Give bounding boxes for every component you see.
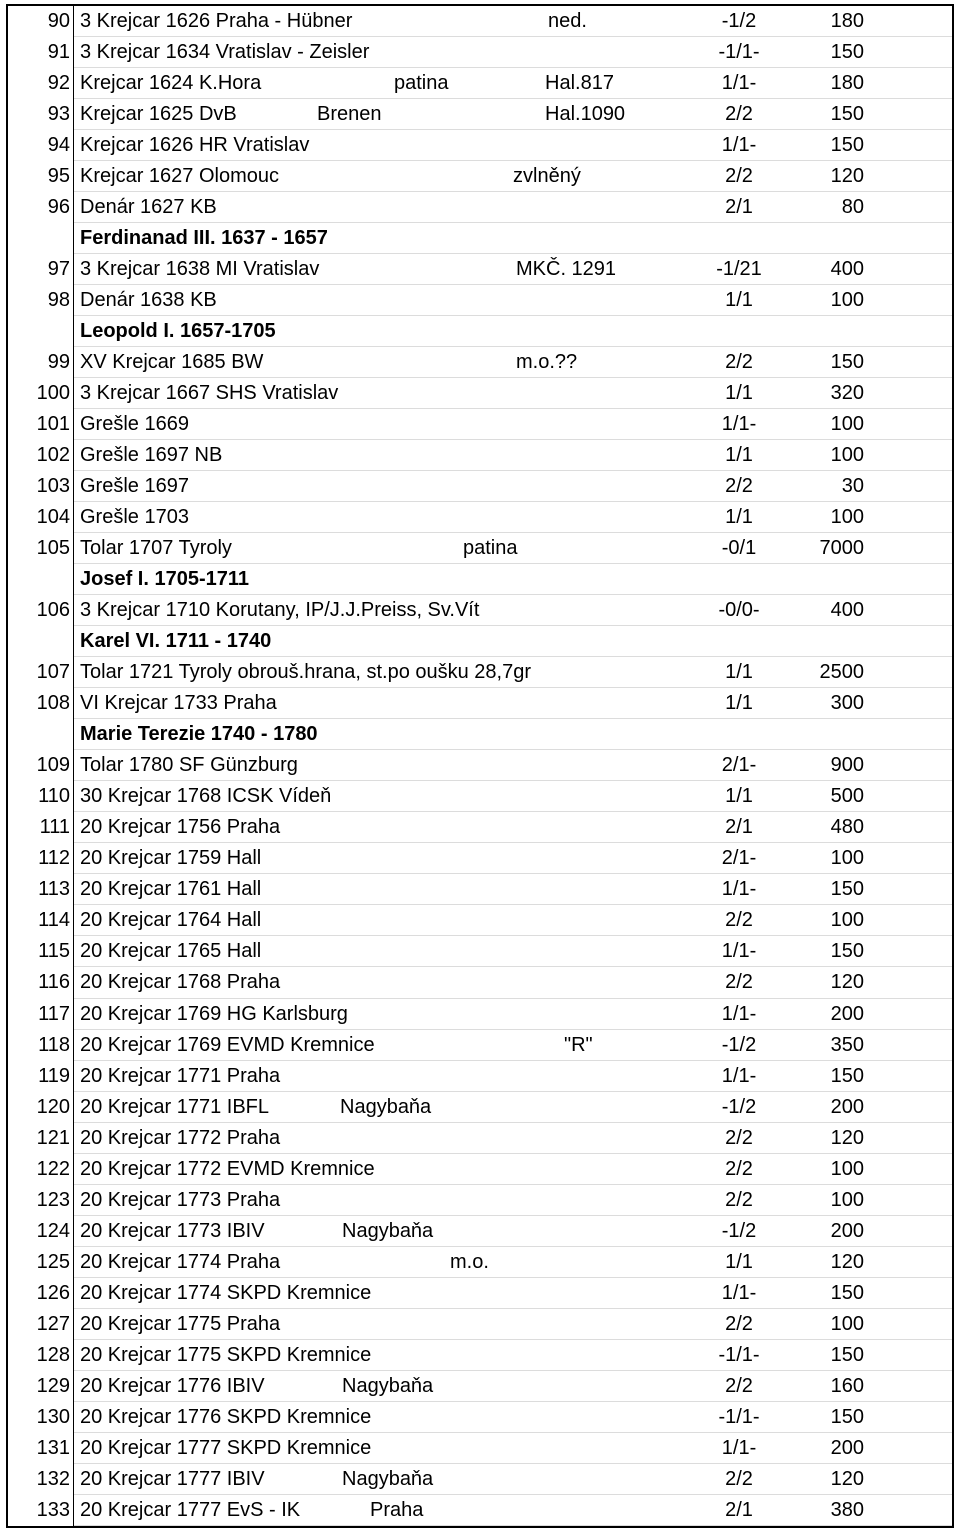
table-row	[8, 533, 952, 564]
coin-price: 100	[830, 413, 864, 436]
coin-price: 120	[830, 1250, 864, 1273]
table-row	[8, 1185, 952, 1216]
row-number	[8, 223, 74, 254]
coin-description: 20 Krejcar 1776 IBIV	[80, 1374, 265, 1397]
coin-grade: -0/1	[721, 537, 757, 560]
table-row	[8, 1154, 952, 1185]
coin-price: 180	[830, 10, 864, 32]
section-title: Marie Terezie 1740 - 1780	[80, 723, 318, 746]
coin-note: zvlněný	[513, 165, 581, 188]
coin-price: 7000	[819, 537, 864, 560]
row-number: 123	[8, 1185, 74, 1216]
coin-grade: 2/1	[725, 816, 753, 839]
coin-grade: -1/21	[716, 258, 762, 281]
row-number: 96	[8, 192, 74, 223]
row-number: 97	[8, 254, 74, 285]
table-row	[8, 409, 952, 440]
coin-grade: 2/2	[725, 1188, 753, 1211]
table-row	[8, 1092, 952, 1123]
table-row	[8, 750, 952, 781]
table-row	[8, 1464, 952, 1495]
row-number: 124	[8, 1216, 74, 1247]
table-row	[8, 1495, 952, 1526]
coin-price: 120	[830, 1467, 864, 1490]
coin-description: 20 Krejcar 1769 HG Karlsburg	[80, 1002, 348, 1025]
coin-description: Krejcar 1625 DvB	[80, 103, 237, 126]
coin-note: patina	[463, 537, 518, 560]
row-number: 120	[8, 1092, 74, 1123]
coin-note: Praha	[370, 1498, 424, 1521]
coin-description: Tolar 1780 SF Günzburg	[80, 754, 298, 777]
coin-price: 100	[830, 1188, 864, 1211]
coin-description: Tolar 1721 Tyroly obrouš.hrana, st.po oušku 28,7gr	[80, 661, 532, 684]
coin-note-2: Hal.1090	[545, 103, 626, 126]
row-number: 122	[8, 1154, 74, 1185]
coin-description: Grešle 1697	[80, 475, 189, 498]
coin-grade: 1/1-	[721, 134, 757, 157]
coin-description: 20 Krejcar 1777 SKPD Kremnice	[80, 1436, 372, 1459]
coin-price: 100	[830, 506, 864, 529]
coin-grade: 1/1	[725, 1250, 753, 1273]
coin-price: 400	[830, 599, 864, 622]
coin-price: 2500	[819, 661, 864, 684]
table-row	[8, 440, 952, 471]
table-row	[8, 843, 952, 874]
coin-grade: 1/1	[725, 785, 753, 808]
coin-price: 480	[830, 816, 864, 839]
row-number: 94	[8, 130, 74, 161]
coin-price: 150	[830, 41, 864, 64]
coin-price: 200	[830, 1002, 864, 1025]
section-header	[8, 719, 952, 750]
coin-description: 20 Krejcar 1769 EVMD Kremnice	[80, 1033, 375, 1056]
coin-price: 180	[830, 72, 864, 95]
coin-price: 120	[830, 971, 864, 994]
section-header	[8, 626, 952, 657]
coin-description: Denár 1627 KB	[80, 196, 217, 219]
table-row	[8, 347, 952, 378]
table-row	[8, 967, 952, 998]
coin-price: 300	[830, 692, 864, 715]
section-title: Leopold I. 1657-1705	[80, 320, 276, 343]
coin-price: 100	[830, 444, 864, 467]
table-row	[8, 657, 952, 688]
row-number: 90	[8, 6, 74, 37]
coin-description: Grešle 1703	[80, 506, 189, 529]
coin-price: 150	[830, 134, 864, 157]
row-number: 101	[8, 409, 74, 440]
coin-price: 400	[830, 258, 864, 281]
coin-price: 80	[841, 196, 864, 219]
table-row	[8, 285, 952, 316]
row-number: 131	[8, 1433, 74, 1464]
coin-grade: 2/1	[725, 196, 753, 219]
coin-grade: 2/2	[725, 1312, 753, 1335]
coin-grade: 2/2	[725, 971, 753, 994]
coin-grade: 2/2	[725, 1126, 753, 1149]
coin-description: Krejcar 1624 K.Hora	[80, 72, 262, 95]
row-number: 127	[8, 1309, 74, 1340]
table-row	[8, 1402, 952, 1433]
coin-description: 3 Krejcar 1626 Praha - Hübner	[80, 10, 353, 32]
coin-description: Krejcar 1627 Olomouc	[80, 165, 279, 188]
table-row	[8, 905, 952, 936]
coin-price: 380	[830, 1498, 864, 1521]
coin-note: m.o.??	[516, 351, 578, 374]
table-row	[8, 812, 952, 843]
coin-grade: -1/2	[721, 10, 757, 32]
row-number: 112	[8, 843, 74, 874]
row-number	[8, 626, 74, 657]
table-row	[8, 6, 952, 37]
coin-description: 20 Krejcar 1768 Praha	[80, 971, 281, 994]
coin-note: Nagybaňa	[342, 1467, 434, 1490]
table-row	[8, 1278, 952, 1309]
coin-description: 20 Krejcar 1756 Praha	[80, 816, 281, 839]
row-number: 121	[8, 1123, 74, 1154]
coin-price: 100	[830, 909, 864, 932]
coin-grade: 1/1-	[721, 1064, 757, 1087]
coin-grade: 2/2	[725, 475, 753, 498]
row-number: 132	[8, 1464, 74, 1495]
coin-description: 20 Krejcar 1773 Praha	[80, 1188, 281, 1211]
row-number: 107	[8, 657, 74, 688]
row-number	[8, 719, 74, 750]
coin-description: 20 Krejcar 1774 Praha	[80, 1250, 281, 1273]
coin-description: 20 Krejcar 1765 Hall	[80, 940, 262, 963]
row-number: 98	[8, 285, 74, 316]
row-number: 119	[8, 1061, 74, 1092]
row-number: 91	[8, 37, 74, 68]
coin-price: 120	[830, 1126, 864, 1149]
coin-price-list	[6, 4, 954, 1528]
coin-price: 150	[830, 878, 864, 901]
row-number: 114	[8, 905, 74, 936]
row-number: 110	[8, 781, 74, 812]
coin-price: 150	[830, 1405, 864, 1428]
coin-note: MKČ. 1291	[516, 258, 617, 281]
row-number: 108	[8, 688, 74, 719]
coin-grade: 1/1	[725, 692, 753, 715]
coin-description: 20 Krejcar 1771 IBFL	[80, 1095, 269, 1118]
coin-grade: 1/1	[725, 661, 753, 684]
coin-grade: 1/1-	[721, 878, 757, 901]
coin-grade: 2/1	[725, 1498, 753, 1521]
coin-price: 150	[830, 1064, 864, 1087]
coin-grade: 1/1	[725, 506, 753, 529]
coin-grade: -1/2	[721, 1219, 757, 1242]
coin-price: 900	[830, 754, 864, 777]
coin-price: 200	[830, 1095, 864, 1118]
row-number: 115	[8, 936, 74, 967]
row-number: 95	[8, 161, 74, 192]
coin-description: 3 Krejcar 1638 MI Vratislav	[80, 258, 320, 281]
row-number: 125	[8, 1247, 74, 1278]
coin-description: 20 Krejcar 1775 Praha	[80, 1312, 281, 1335]
table-row	[8, 1340, 952, 1371]
coin-grade: 1/1-	[721, 1436, 757, 1459]
coin-price: 150	[830, 1343, 864, 1366]
coin-grade: 2/1-	[721, 754, 757, 777]
coin-grade: 2/2	[725, 1467, 753, 1490]
table-row	[8, 1309, 952, 1340]
coin-price: 120	[830, 165, 864, 188]
row-number: 105	[8, 533, 74, 564]
coin-description: Grešle 1697 NB	[80, 444, 223, 467]
coin-grade: 1/1-	[721, 1002, 757, 1025]
coin-grade: 2/2	[725, 103, 753, 126]
coin-description: 20 Krejcar 1777 IBIV	[80, 1467, 265, 1490]
section-header	[8, 564, 952, 595]
coin-price: 150	[830, 351, 864, 374]
coin-grade: -1/2	[721, 1095, 757, 1118]
coin-description: 20 Krejcar 1761 Hall	[80, 878, 262, 901]
coin-description: 3 Krejcar 1710 Korutany, IP/J.J.Preiss, Sv.Vít	[80, 599, 480, 622]
section-title: Josef I. 1705-1711	[80, 568, 250, 591]
coin-description: 20 Krejcar 1774 SKPD Kremnice	[80, 1281, 372, 1304]
table-row	[8, 99, 952, 130]
coin-price: 350	[830, 1033, 864, 1056]
table-row	[8, 502, 952, 533]
coin-grade: 2/2	[725, 909, 753, 932]
coin-grade: 1/1-	[721, 72, 757, 95]
coin-description: 20 Krejcar 1777 EvS - IK	[80, 1498, 301, 1521]
row-number: 129	[8, 1371, 74, 1402]
section-title: Karel VI. 1711 - 1740	[80, 630, 272, 653]
row-number: 103	[8, 471, 74, 502]
coin-description: 20 Krejcar 1776 SKPD Kremnice	[80, 1405, 372, 1428]
coin-grade: -1/1-	[718, 1343, 760, 1366]
table-row	[8, 130, 952, 161]
row-number: 116	[8, 967, 74, 998]
table-row	[8, 1247, 952, 1278]
coin-price: 160	[830, 1374, 864, 1397]
table-row	[8, 471, 952, 502]
coin-description: Tolar 1707 Tyroly	[80, 537, 232, 560]
row-number: 118	[8, 1030, 74, 1061]
coin-description: 20 Krejcar 1772 EVMD Kremnice	[80, 1157, 375, 1180]
coin-note: Nagybaňa	[342, 1219, 434, 1242]
table-row	[8, 1371, 952, 1402]
coin-grade: 1/1	[725, 382, 753, 405]
coin-grade: -1/1-	[718, 1405, 760, 1428]
coin-price: 100	[830, 847, 864, 870]
row-number: 104	[8, 502, 74, 533]
row-number: 92	[8, 68, 74, 99]
row-number: 113	[8, 874, 74, 905]
table-row	[8, 781, 952, 812]
coin-grade: 1/1	[725, 289, 753, 312]
coin-description: 30 Krejcar 1768 ICSK Vídeň	[80, 785, 332, 808]
row-number: 128	[8, 1340, 74, 1371]
coin-price: 100	[830, 289, 864, 312]
coin-description: Denár 1638 KB	[80, 289, 217, 312]
coin-note: ned.	[548, 10, 587, 32]
coin-price: 200	[830, 1219, 864, 1242]
coin-grade: -1/2	[721, 1033, 757, 1056]
table-row	[8, 874, 952, 905]
table-row	[8, 1216, 952, 1247]
coin-note: Nagybaňa	[342, 1374, 434, 1397]
coin-grade: 2/2	[725, 165, 753, 188]
coin-description: 3 Krejcar 1634 Vratislav - Zeisler	[80, 41, 370, 64]
coin-description: 20 Krejcar 1771 Praha	[80, 1064, 281, 1087]
coin-grade: -0/0-	[718, 599, 760, 622]
row-number	[8, 564, 74, 595]
table-row	[8, 1433, 952, 1464]
coin-grade: 1/1-	[721, 413, 757, 436]
row-number: 106	[8, 595, 74, 626]
coin-note: Brenen	[317, 103, 382, 126]
section-title: Ferdinanad III. 1637 - 1657	[80, 227, 328, 250]
row-number: 100	[8, 378, 74, 409]
coin-price: 100	[830, 1312, 864, 1335]
coin-note: "R"	[564, 1033, 593, 1056]
coin-note: patina	[394, 72, 449, 95]
coin-grade: 2/2	[725, 1374, 753, 1397]
row-number: 130	[8, 1402, 74, 1433]
row-number: 111	[8, 812, 74, 843]
table-row	[8, 1123, 952, 1154]
row-number: 102	[8, 440, 74, 471]
coin-grade: 1/1	[725, 444, 753, 467]
coin-description: 20 Krejcar 1775 SKPD Kremnice	[80, 1343, 372, 1366]
coin-price: 150	[830, 103, 864, 126]
table-row	[8, 595, 952, 626]
coin-grade: 1/1-	[721, 1281, 757, 1304]
table-row	[8, 1061, 952, 1092]
coin-grade: 1/1-	[721, 940, 757, 963]
coin-price: 200	[830, 1436, 864, 1459]
row-number: 126	[8, 1278, 74, 1309]
row-number: 133	[8, 1495, 74, 1526]
coin-note-2: Hal.817	[545, 72, 614, 95]
coin-description: 20 Krejcar 1772 Praha	[80, 1126, 281, 1149]
table-row	[8, 936, 952, 967]
coin-price: 150	[830, 1281, 864, 1304]
table-row	[8, 37, 952, 68]
table-row	[8, 1030, 952, 1061]
coin-note: m.o.	[450, 1250, 489, 1273]
coin-price: 30	[841, 475, 864, 498]
coin-grade: -1/1-	[718, 41, 760, 64]
table-row	[8, 68, 952, 99]
section-header	[8, 316, 952, 347]
section-header	[8, 223, 952, 254]
coin-price: 320	[830, 382, 864, 405]
row-number: 117	[8, 999, 74, 1030]
coin-grade: 2/1-	[721, 847, 757, 870]
row-number: 93	[8, 99, 74, 130]
row-number: 109	[8, 750, 74, 781]
row-number	[8, 316, 74, 347]
row-number: 99	[8, 347, 74, 378]
coin-description: 20 Krejcar 1759 Hall	[80, 847, 262, 870]
coin-grade: 2/2	[725, 351, 753, 374]
coin-description: 3 Krejcar 1667 SHS Vratislav	[80, 382, 339, 405]
table-row	[8, 161, 952, 192]
coin-price: 500	[830, 785, 864, 808]
table-row	[8, 192, 952, 223]
coin-price: 100	[830, 1157, 864, 1180]
coin-description: 20 Krejcar 1764 Hall	[80, 909, 262, 932]
coin-price: 150	[830, 940, 864, 963]
coin-description: XV Krejcar 1685 BW	[80, 351, 264, 374]
coin-description: VI Krejcar 1733 Praha	[80, 692, 277, 715]
coin-note: Nagybaňa	[340, 1095, 432, 1118]
table-row	[8, 378, 952, 409]
coin-grade: 2/2	[725, 1157, 753, 1180]
coin-description: Grešle 1669	[80, 413, 189, 436]
coin-description: Krejcar 1626 HR Vratislav	[80, 134, 310, 157]
coin-description: 20 Krejcar 1773 IBIV	[80, 1219, 265, 1242]
table-row	[8, 999, 952, 1030]
table-row	[8, 254, 952, 285]
table-row	[8, 688, 952, 719]
